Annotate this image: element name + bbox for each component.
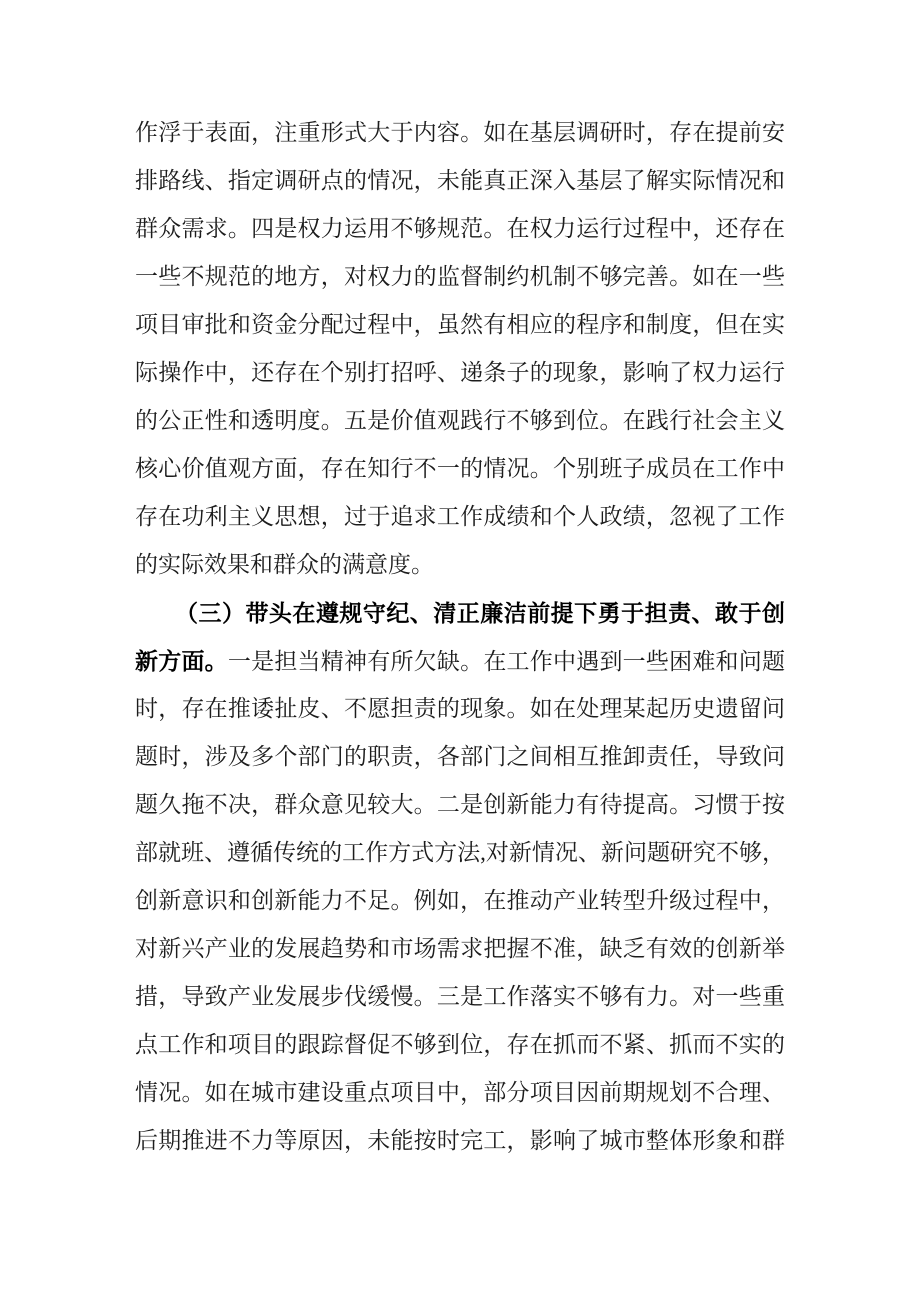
text-line: 一些不规范的地方，对权力的监督制约机制不够完善。如在一些 <box>135 264 785 289</box>
section-heading-continuation-bold: 新方面。 <box>135 648 228 674</box>
text-line: 排路线、指定调研点的情况，未能真正深入基层了解实际情况和 <box>135 168 785 193</box>
text-line: 核心价值观方面，存在知行不一的情况。个别班子成员在工作中 <box>135 456 785 481</box>
text-line: 项目审批和资金分配过程中，虽然有相应的程序和制度，但在实 <box>135 312 785 337</box>
text-line: 的公正性和透明度。五是价值观践行不够到位。在践行社会主义 <box>135 408 785 433</box>
text-line: 作浮于表面，注重形式大于内容。如在基层调研时，存在提前安 <box>135 120 785 145</box>
text-line: 情况。如在城市建设重点项目中，部分项目因前期规划不合理、 <box>135 1080 785 1105</box>
text-line: 题时，涉及多个部门的职责，各部门之间相互推卸责任，导致问 <box>135 744 785 769</box>
text-line: 创新意识和创新能力不足。例如，在推动产业转型升级过程中， <box>135 888 785 913</box>
text-run: 一是担当精神有所欠缺。在工作中遇到一些困难和问题 <box>227 649 785 674</box>
text-line: 题久拖不决，群众意见较大。二是创新能力有待提高。习惯于按 <box>135 792 785 817</box>
paragraph-last-line: 的实际效果和群众的满意度。 <box>135 552 434 577</box>
text-line: 群众需求。四是权力运用不够规范。在权力运行过程中，还存在 <box>135 216 785 241</box>
text-line: 措，导致产业发展步伐缓慢。三是工作落实不够有力。对一些重 <box>135 984 785 1009</box>
text-line: 点工作和项目的跟踪督促不够到位，存在抓而不紧、抓而不实的 <box>135 1032 785 1057</box>
section-heading-bold-text: （三）带头在遵规守纪、清正廉洁前提下勇于担责、敢于创 <box>175 600 785 626</box>
text-line: 际操作中，还存在个别打招呼、递条子的现象，影响了权力运行 <box>135 360 785 385</box>
text-line: 存在功利主义思想，过于追求工作成绩和个人政绩，忽视了工作 <box>135 504 785 529</box>
text-line: 时，存在推诿扯皮、不愿担责的现象。如在处理某起历史遗留问 <box>135 696 785 721</box>
document-body <box>135 109 785 1165</box>
page-bottom-cutoff-line: 后期推进不力等原因，未能按时完工，影响了城市整体形象和群 <box>135 1128 785 1153</box>
text-line: 对新兴产业的发展趋势和市场需求把握不准，缺乏有效的创新举 <box>135 936 785 961</box>
section-heading-line <box>135 589 785 637</box>
text-line <box>135 637 785 685</box>
text-line: 部就班、遵循传统的工作方式方法,对新情况、新问题研究不够， <box>135 840 785 865</box>
